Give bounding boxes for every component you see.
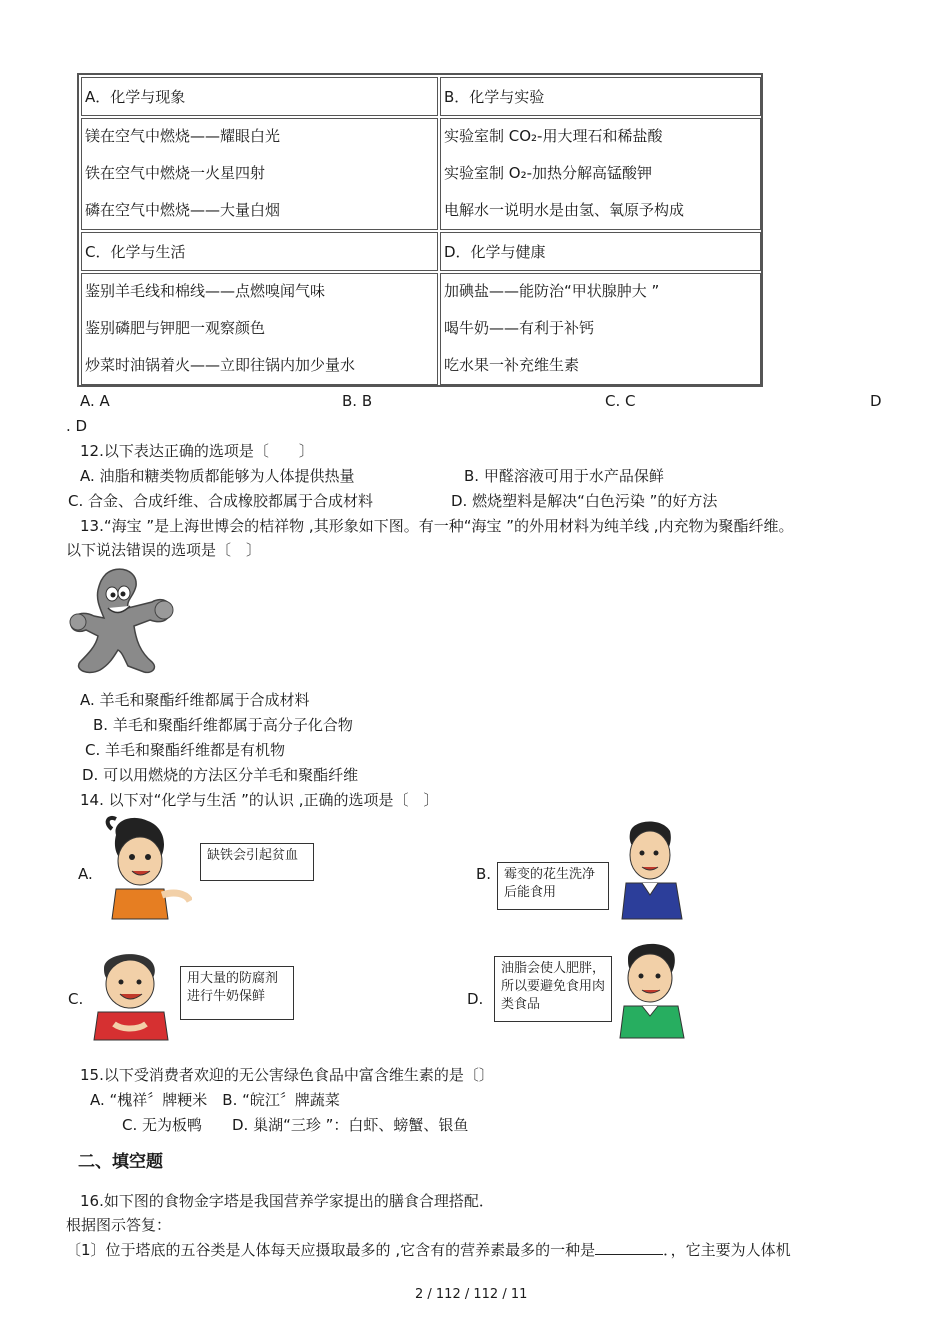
cell-b-body (440, 118, 761, 230)
cell-d-line-3: 吃水果一补充维生素 (444, 356, 580, 374)
cell-a-title: A．化学与现象 (85, 88, 186, 106)
q12-option-b: B. 甲醛溶液可用于水产品保鲜 (464, 467, 664, 485)
cell-c-line-3: 炒菜时油锅着火——立即往锅内加少量水 (85, 356, 356, 374)
q13-stem-line-2: 以下说法错误的选项是〔 〕 (66, 541, 262, 559)
boy-figure (92, 946, 172, 1042)
q12-option-c: C. 合金、合成纤维、合成橡胶都属于合成材料 (68, 492, 374, 510)
q12-option-a: A. 油脂和糖类物质都能够为人体提供热量 (80, 467, 355, 485)
q11-option-c: C. C (605, 392, 636, 410)
cell-c-header (81, 232, 438, 271)
man-figure-d (614, 938, 690, 1042)
cell-a-body (81, 118, 438, 230)
q14-stem: 14. 以下对“化学与生活 ”的认识 ,正确的选项是〔 〕 (80, 791, 439, 809)
q14-c-speech-bubble (180, 966, 294, 1020)
q11-option-d-letter: D (870, 392, 882, 410)
q14-a-speech-bubble (200, 843, 314, 881)
cell-d-header (440, 232, 761, 271)
q12-option-d: D. 燃烧塑料是解决“白色污染 ”的好方法 (451, 492, 718, 510)
q14-b-speech-bubble (497, 862, 609, 910)
page-number: 2 / 112 / 112 / 11 (415, 1287, 528, 1302)
cell-c-title: C．化学与生活 (85, 243, 186, 261)
section-2-heading: 二、填空题 (78, 1152, 163, 1172)
q14-b-text: 霉变的花生洗净后能食用 (504, 867, 596, 900)
q13-stem-line-1: 13.“海宝 ”是上海世博会的桔祥物 ,其形象如下图。有一种“海宝 ”的外用材料为纯羊线 ,内充物为聚酯纤维。 (80, 517, 794, 535)
cell-b-title: B．化学与实验 (444, 88, 545, 106)
q14-c-text: 用大量的防腐剂进行牛奶保鲜 (187, 971, 279, 1004)
cell-b-line-1: 实验室制 CO₂-用大理石和稀盐酸 (444, 127, 663, 145)
man-figure-b (612, 815, 690, 923)
q15-options-cd: C. 无为板鸭 D. 巢湖“三珍 ”：白虾、螃蟹、银鱼 (122, 1116, 469, 1134)
cell-c-body (81, 273, 438, 385)
q16-part-1-tail: ．，它主要为人体机 (663, 1241, 791, 1259)
q11-option-a: A. A (80, 392, 110, 410)
q16-sub: 根据图示答复： (66, 1216, 172, 1234)
cell-b-header (440, 77, 761, 116)
cell-c-line-2: 鉴别磷肥与钾肥一观察颜色 (85, 319, 266, 337)
cell-a-header (81, 77, 438, 116)
cell-d-title: D．化学与健康 (444, 243, 546, 261)
cell-d-body (440, 273, 761, 385)
q15-options-ab: A. “槐祥〞牌粳米 B. “皖江〞牌蔬菜 (90, 1091, 340, 1109)
q14-d-text: 油脂会使人肥胖，所以要避免食用肉类食品 (501, 961, 606, 1012)
q14-d-speech-bubble (494, 956, 612, 1022)
q14-a-text: 缺铁会引起贫血 (207, 848, 299, 863)
q15-stem: 15.以下受消费者欢迎的无公害绿色食品中富含维生素的是〔〕 (80, 1066, 494, 1084)
q16-part-1 (66, 1240, 791, 1260)
q14-option-c-label: C. (68, 990, 84, 1008)
q11-option-b: B. B (342, 392, 373, 410)
haibao-mascot-figure (66, 566, 180, 676)
q13-option-a: A. 羊毛和聚酯纤维都属于合成材料 (80, 691, 310, 709)
cell-c-line-1: 鉴别羊毛线和棉线——点燃嗅闻气味 (85, 282, 326, 300)
q13-option-c: C. 羊毛和聚酯纤维都是有机物 (85, 741, 286, 759)
cell-a-line-3: 磷在空气中燃烧——大量白烟 (85, 201, 281, 219)
cell-b-line-3: 电解水一说明水是由氢、氧原予构成 (444, 201, 685, 219)
q11-option-d-value: . D (66, 417, 88, 435)
cell-b-line-2: 实验室制 O₂-加热分解高锰酸钾 (444, 164, 653, 182)
q12-stem: 12.以下表达正确的选项是〔 〕 (80, 442, 314, 460)
q13-option-b: B. 羊毛和聚酯纤维都属于高分子化合物 (93, 716, 353, 734)
cell-d-line-1: 加碘盐——能防治“甲状腺肿大 ” (444, 282, 660, 300)
girl-figure (102, 815, 192, 923)
comparison-table (77, 73, 763, 387)
q14-option-a-label: A. (78, 865, 93, 883)
cell-a-line-1: 镁在空气中燃烧——耀眼白光 (85, 127, 281, 145)
cell-a-line-2: 铁在空气中燃烧一火星四射 (85, 164, 266, 182)
q14-option-d-label: D. (467, 990, 484, 1008)
q14-option-b-label: B. (476, 865, 492, 883)
answer-blank[interactable] (595, 1240, 663, 1255)
cell-d-line-2: 喝牛奶——有利于补钙 (444, 319, 595, 337)
q13-option-d: D. 可以用燃烧的方法区分羊毛和聚酯纤维 (82, 766, 359, 784)
q16-part-1-text: 〔1〕位于塔底的五谷类是人体每天应摄取最多的 ,它含有的营养素最多的一种是 (66, 1241, 596, 1259)
q16-stem: 16.如下图的食物金字塔是我国营养学家提出的膳食合理搭配． (80, 1192, 494, 1210)
